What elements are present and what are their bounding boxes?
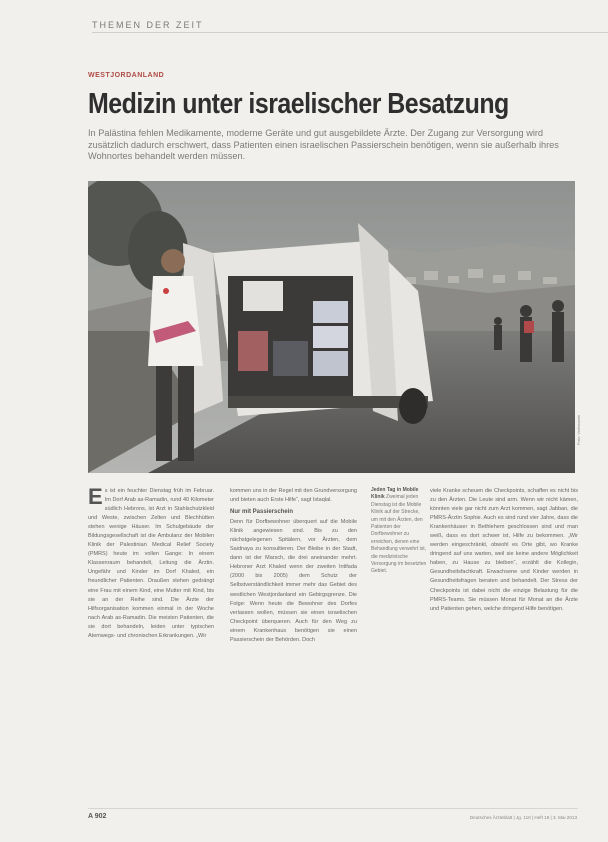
dropcap: E: [88, 484, 103, 509]
body-text: kommen uns in der Regel mit den Grundversorgung und bieten auch Erste Hilfe“, sagt Istaqlal.: [230, 488, 357, 504]
body-text: viele Kranke scheuen die Checkpoints, schaffen es nicht bis zu den Ärzten. Die Leute sind arm. Wenn wir nicht kämen, könnten viele gar nicht zum Arzt kommen, sagt Jabban, die PMRS-Ärztin Sophie. Auch es sind rund vier Jahre, dass die Krankenhäuser in Bethlehem geschlossen sind und man weiß, dass es dort schwer ist, Hilfe zu bekommen. „Wir werden eingeschränkt, obwohl es Orte gibt, wo Kranke dringend auf uns warten, weil sie keine andere Möglichkeit haben, zu Hause zu bleiben“, erzählt die Kollegin, Gesundheitsfachkraft. Erwachsene und Kinder werden in Gesundheitsfragen beraten und behandelt. Der Stress der Checkpoints ist dabei nicht die einzige Belastung für die PMRS-Teams. Sie müssen Monat für Monat an die Ärzte und Patienten gehen, welche dringend Hilfe benötigen.: [430, 488, 578, 612]
section-rubric: THEMEN DER ZEIT: [92, 20, 204, 30]
article-lead: In Palästina fehlen Medikamente, moderne Geräte und gut ausgebildete Ärzte. Der Zugang zur Versorgung wird zusätzlich dadurch erschwert, dass Patienten einen israelischen Passierschein benötigen, wenn sie außerhalb ihres Wohnortes behandelt werden müssen.: [88, 128, 559, 161]
subheading: Nur mit Passierschein: [230, 509, 294, 516]
rubric-divider: [92, 32, 608, 33]
photo-caption: [371, 487, 427, 576]
body-column-1: [88, 484, 214, 641]
footer-divider: [88, 808, 578, 809]
photo-illustration: [88, 181, 575, 473]
photo-credit: Foto: Verfasserin: [576, 414, 581, 445]
body-column-4: [430, 487, 578, 614]
page-number: A 902: [88, 813, 107, 820]
body-column-2: [230, 487, 357, 645]
article-kicker: WESTJORDANLAND: [88, 72, 165, 79]
article-headline: Medizin unter israelischer Besatzung: [88, 88, 509, 120]
body-text: s ist ein feuchter Dienstag früh im Februar. Im Dorf Arab as-Ramadin, rund 40 Kilometer südlich Hebrons, ist Arzt in Stahlschutzkleid und Weste, zwischen Zelten und Blechhütten stehen wenige Häuser. Im Schulgebäude der Bildungsgesellschaft ist die Ambulanz der Mobilen Klinik der Palestinian Medical Relief Society (PMRS) heute im vollen Gange: In einem Klassenraum behandelt, Leitung die Ärztin. Ungefähr und Kinder im Dorf Khaled, ein freundlicher Patienten. Draußen stehen gedrängt eine Frau mit einem Kind, eine Mutter mit Kind, bis sie an der Reihe sind. Die Ärzte der Hilfsorganisation kommen einmal in der Woche nach Arab as-Ramadin. Die meisten Patienten, die sie dort behandeln, leiden unter typischen Atemwegs- und chronischen Erkrankungen. „Wir: [88, 488, 214, 639]
caption-text: Zweimal jeden Dienstag ist die Mobile Klinik auf der Strecke, um mit den Ärzten, den Patienten der Dorfbewohner zu erreichen, denen eine Behandlung verwehrt ist, die medizinische Versorgung im besetzten Gebiet.: [371, 494, 427, 575]
caption-lead: Jeden Tag in Mobile Klinik: [371, 487, 419, 501]
article-photo: [88, 181, 575, 473]
publication-footer: Deutsches Ärzteblatt | Jg. 110 | Heft 18 | 3. Mai 2013: [469, 815, 577, 820]
body-text: Denn für Dorfbewohner überquert auf die Mobile Klinik angewiesen sind. Bis zu den nächstgelegenen Spitälern, vor Ärzten, dem Saidnaya zu konsultieren. Der Bleibe in der Stadt, dann ist der Marsch, die drei aneinander mehrt. Hebroner Arzt Khaled wenn der zweiten Intifada (2000 bis 2005) dem Schutz der Selbstverständlichkeit immer mehr das Gebiet des westlichen Westjordanland ein Gebirgsgrenze. Die Folge: Wenn heute die Bewohner des Dorfes verlassen wollen, müssen sie einen israelischen Checkpoint überqueren. Auch für den Weg zu einem Krankenhaus benötigen sie einen Passierschein der Behörden. Doch: [230, 519, 357, 643]
